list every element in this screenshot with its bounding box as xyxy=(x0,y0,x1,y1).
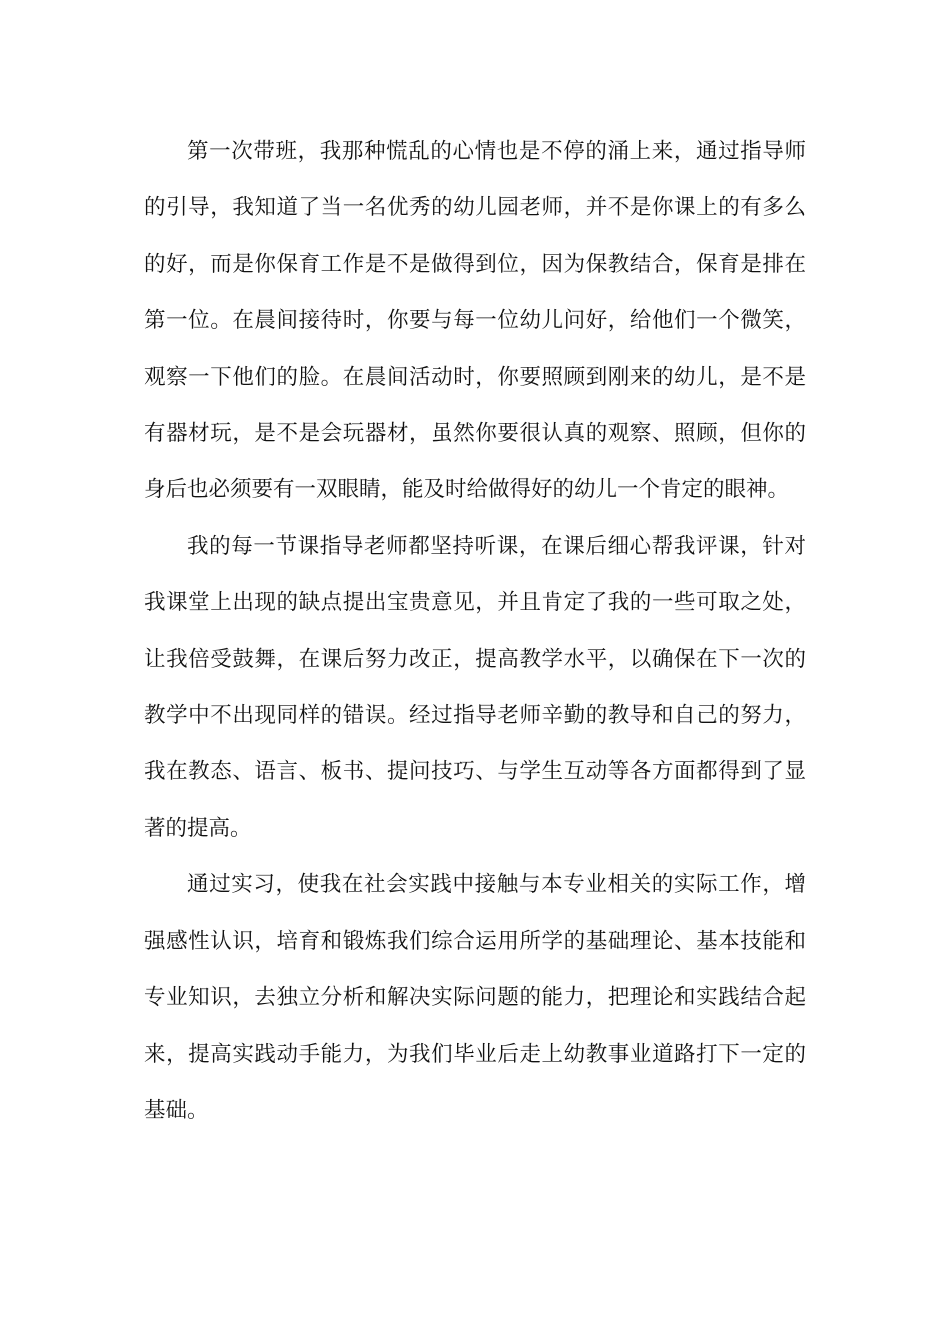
paragraph-internship-summary: 通过实习，使我在社会实践中接触与本专业相关的实际工作，增强感性认识，培育和锻炼我们综合运用所学的基础理论、基本技能和专业知识，去独立分析和解决实际问题的能力，把理论和实践结合起来，提高实践动手能力，为我们毕业后走上幼教事业道路打下一定的基础。 xyxy=(144,872,806,1123)
paragraph-lesson-review: 我的每一节课指导老师都坚持听课，在课后细心帮我评课，针对我课堂上出现的缺点提出宝贵意见，并且肯定了我的一些可取之处，让我倍受鼓舞，在课后努力改正，提高教学水平，以确保在下一次的教学中不出现同样的错误。经过指导老师辛勤的教导和自己的努力，我在教态、语言、板书、提问技巧、与学生互动等各方面都得到了显著的提高。 xyxy=(144,533,806,841)
document-body xyxy=(144,124,806,1139)
paragraph-first-class: 第一次带班，我那种慌乱的心情也是不停的涌上来，通过指导师的引导，我知道了当一名优秀的幼儿园老师，并不是你课上的有多么的好，而是你保育工作是不是做得到位，因为保教结合，保育是排在第一位。在晨间接待时，你要与每一位幼儿问好，给他们一个微笑，观察一下他们的脸。在晨间活动时，你要照顾到刚来的幼儿，是不是有器材玩，是不是会玩器材，虽然你要很认真的观察、照顾，但你的身后也必须要有一双眼睛，能及时给做得好的幼儿一个肯定的眼神。 xyxy=(144,139,806,503)
